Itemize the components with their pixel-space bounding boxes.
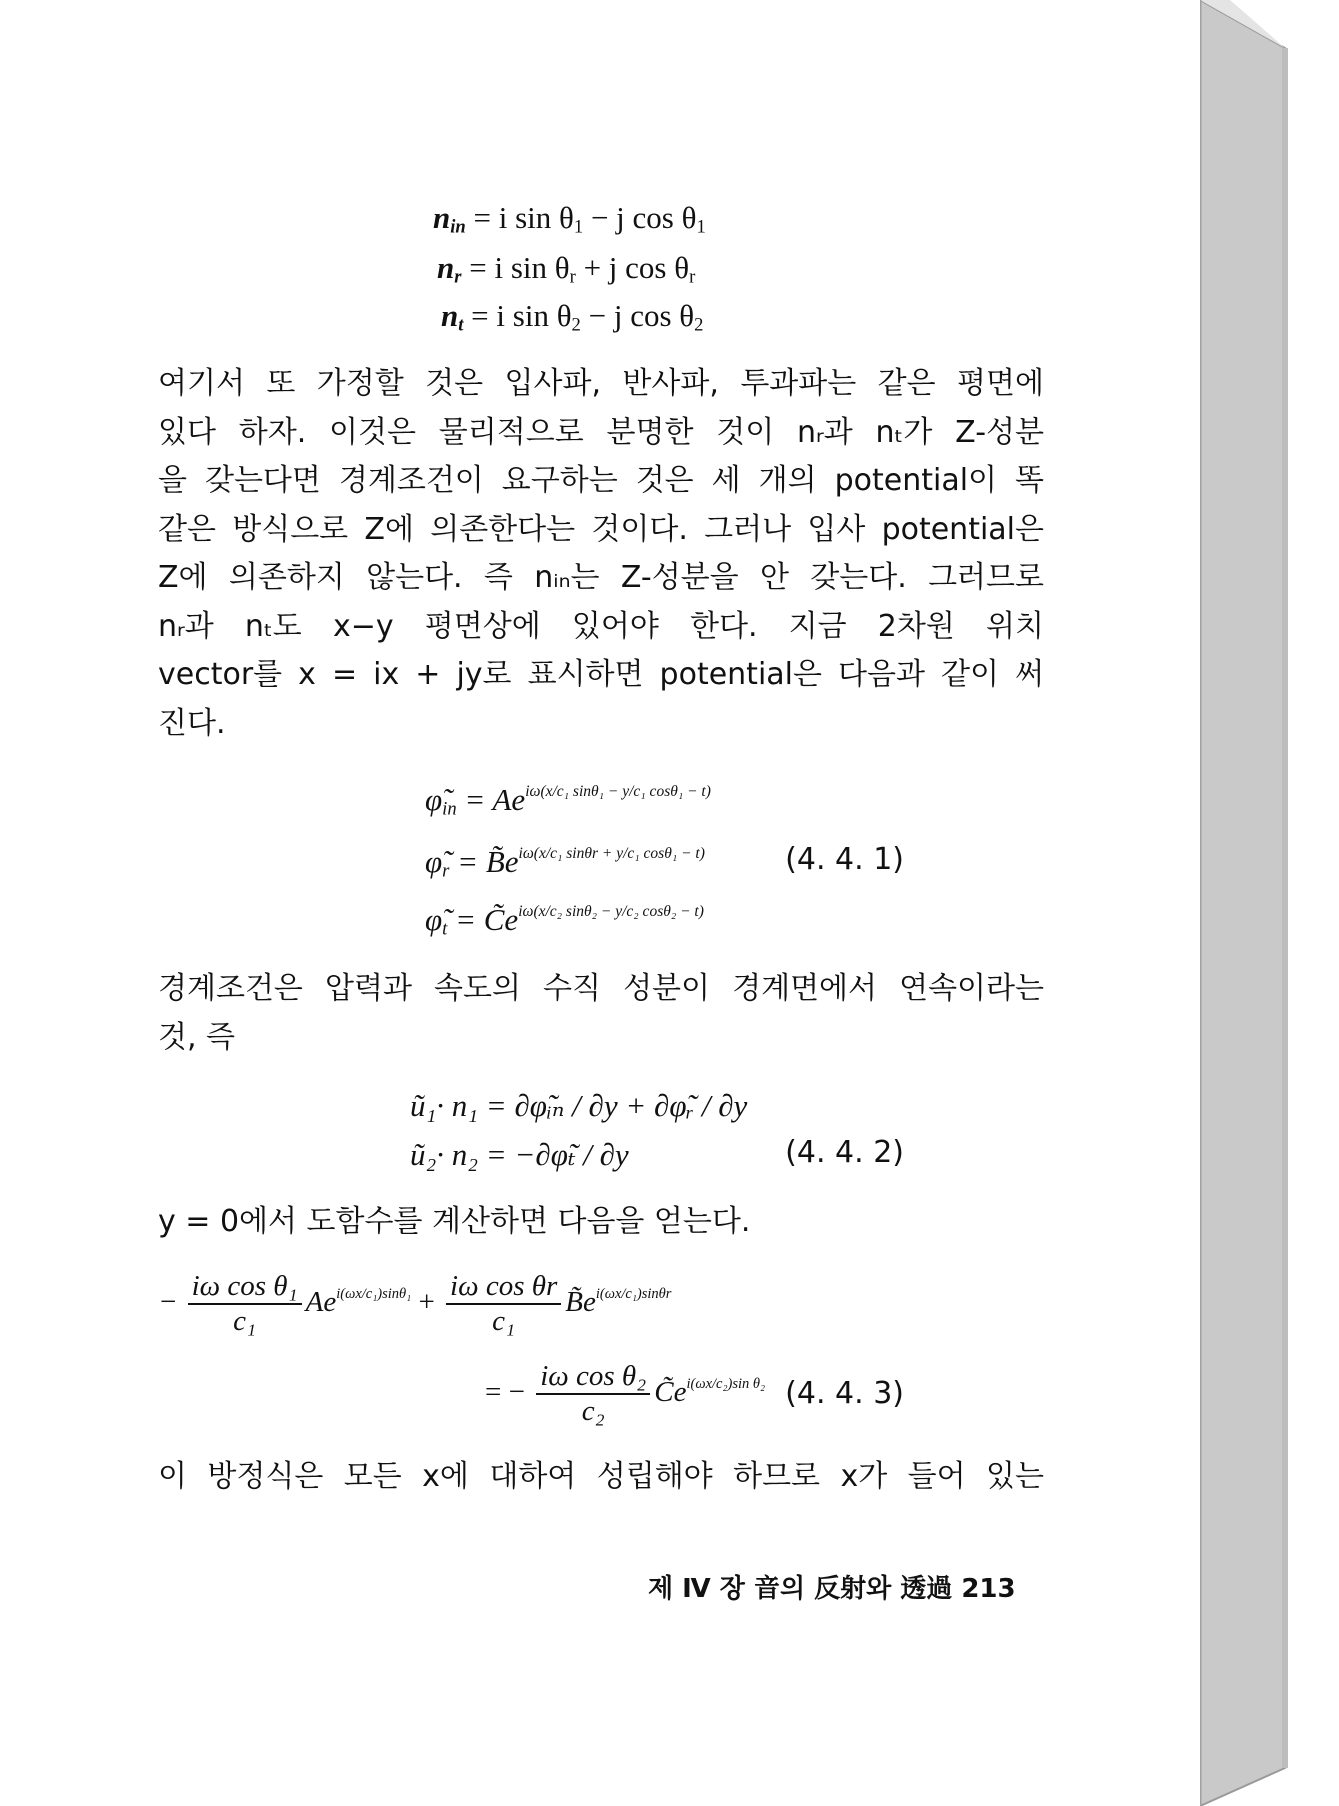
fraction-term3: $\frac{\text{iω cos θ₂}}{\text{c₂}}$	[536, 1360, 650, 1429]
paragraph-4-line: 이 방정식은 모든 x에 대하여 성립해야 하므로 x가 들어 있는	[158, 1459, 1044, 1494]
paragraph-2-line: 경계조건은 압력과 속도의 수직 성분이 경계면에서 연속이라는	[158, 971, 1044, 1006]
equation-number-4-4-3: (4. 4. 3)	[785, 1376, 904, 1411]
equation-phi-t: $\varphĩ_t$ = $C̃e^{i\omega(x/c_2 sin\theta_2 - y/c_2 cos\theta_2 - t)}$	[425, 902, 704, 940]
paragraph-3-line: y = 0에서 도함수를 계산하면 다음을 얻는다.	[158, 1204, 751, 1239]
paragraph-1-line: 진다.	[158, 705, 226, 741]
equation-4-4-3-first-line: − $\frac{\text{iω cos θ₁}}{\text{c₁}}$ $Ae^{i(\omega x/c_1)sin\theta_1}$ + $\frac{\text{iω cos θr}}{\text{c₁}}$ $B̃e^{i(\omega x/c_1)sin\theta r}$	[160, 1270, 672, 1338]
equation-4-4-3-second-line: = − $\frac{\text{iω cos θ₂}}{\text{c₂}}$ $C̃e^{i(\omega x/c_2)sin \theta_2}$	[485, 1360, 766, 1428]
paragraph-1-line: Z에 의존하지 않는다. 즉 nᵢₙ는 Z-성분을 안 갖는다. 그러므로	[158, 560, 1044, 595]
equation-n-in: $n_{in} = i$ $\sin \theta_1 - j$ $\cos \theta_1$	[433, 200, 706, 238]
equation-phi-r: $\varphĩ_r$ = $B̃e^{i\omega(x/c_1 sin\theta r + y/c_1 cos\theta_1 - t)}$	[425, 844, 705, 882]
paragraph-1-line: vector를 x = ix + jy로 표시하면 potential은 다음과 같이 써	[158, 657, 1044, 692]
equation-n-t: $n_t = i$ $\sin \theta_2 - j$ $\cos \theta_2$	[441, 298, 704, 336]
equation-phi-in: $\varphĩ_{in} = Ae^{i\omega(x/c_1 sin\theta_1 - y/c_1 cos\theta_1 - t)}$	[425, 782, 711, 820]
paragraph-1-line: 있다 하자. 이것은 물리적으로 분명한 것이 nᵣ과 nₜ가 Z-성분	[158, 414, 1044, 450]
fraction-term1: $\frac{\text{iω cos θ₁}}{\text{c₁}}$	[188, 1270, 302, 1339]
equation-u1: ũ₁· n₁ = ∂φ̃ᵢₙ / ∂y + ∂φ̃ᵣ / ∂y	[410, 1088, 748, 1123]
paragraph-1-line: 여기서 또 가정할 것은 입사파, 반사파, 투과파는 같은 평면에	[158, 366, 1044, 401]
paragraph-1-line: 같은 방식으로 Z에 의존한다는 것이다. 그러나 입사 potential은	[158, 511, 1044, 547]
paragraph-2-line: 것, 즉	[158, 1019, 236, 1055]
paragraph-4	[158, 1453, 1044, 1502]
paragraph-1-line: nᵣ과 nₜ도 x−y 평면상에 있어야 한다. 지금 2차원 위치	[158, 608, 1044, 644]
paragraph-1	[158, 360, 1044, 748]
paragraph-1-line: 을 갖는다면 경계조건이 요구하는 것은 세 개의 potential이 똑	[158, 463, 1044, 498]
fraction-term2: $\frac{\text{iω cos θr}}{\text{c₁}}$	[446, 1270, 561, 1339]
paragraph-2	[158, 965, 1044, 1062]
equation-n-r: $n_r = i$ $\sin \theta_r + j$ $\cos \theta_r$	[437, 250, 696, 288]
page-footer: 제 Ⅳ 장 音의 反射와 透過 213	[648, 1574, 1016, 1604]
equation-number-4-4-1: (4. 4. 1)	[785, 842, 904, 877]
paragraph-3	[158, 1198, 1044, 1247]
equation-u2: ũ₂· n₂ = −∂φ̃ₜ / ∂y	[410, 1137, 629, 1172]
equation-number-4-4-2: (4. 4. 2)	[785, 1135, 904, 1170]
